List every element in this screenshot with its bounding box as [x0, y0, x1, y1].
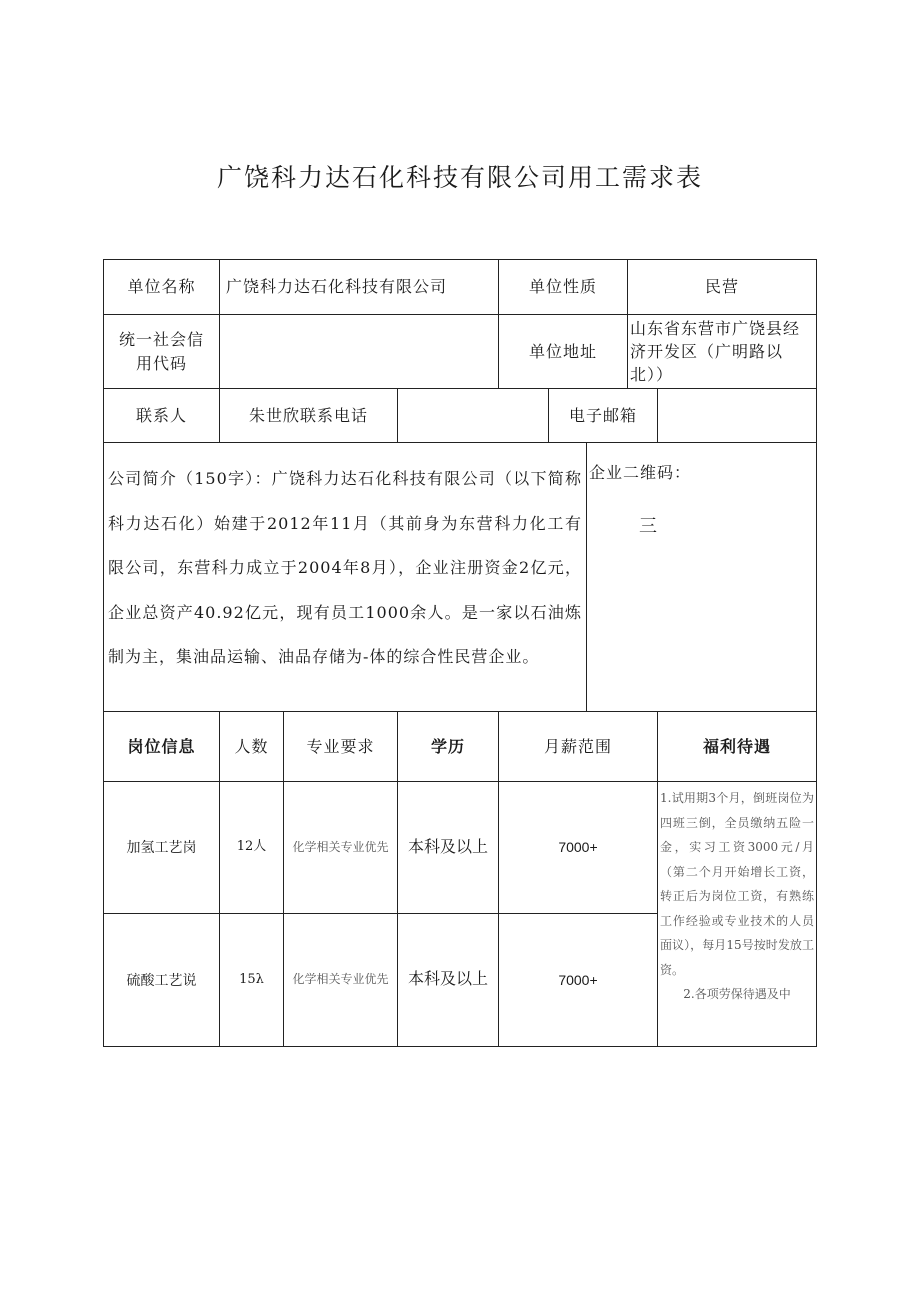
contact-value: 朱世欣联系电话: [219, 388, 398, 443]
job-1-education: 本科及以上: [397, 781, 499, 914]
unit-nature-value: 民营: [627, 259, 817, 315]
header-benefits: 福利待遇: [657, 711, 817, 782]
email-label: 电子邮箱: [548, 388, 658, 443]
unit-name-label: 单位名称: [103, 259, 220, 315]
unit-nature-label: 单位性质: [498, 259, 628, 315]
job-1-count: 12人: [219, 781, 284, 914]
email-value: [657, 388, 817, 443]
company-intro: 公司简介（150字）：广饶科力达石化科技有限公司（以下简称科力达石化）始建于2012年11月（其前身为东营科力化工有限公司，东营科力成立于2004年8月），企业注册资金2亿元，企业总资产40.92亿元，现有员工1000余人。是一家以石油炼制为主，集油品运输、油品存储为-体的综合性民营企业。: [103, 442, 587, 712]
page-title: 广饶科力达石化科技有限公司用工需求表: [216, 163, 703, 192]
qr-glyph: 三: [639, 516, 658, 538]
job-2-education: 本科及以上: [397, 913, 499, 1047]
address-value: 山东省东营市广饶县经济开发区（广明路以北））: [627, 314, 817, 389]
header-education: 学历: [397, 711, 499, 782]
unit-name-value: 广饶科力达石化科技有限公司: [219, 259, 499, 315]
phone-value: [397, 388, 549, 443]
address-label: 单位地址: [498, 314, 628, 389]
header-salary: 月薪范围: [498, 711, 658, 782]
job-2-position: 硫酸工艺说: [103, 913, 220, 1047]
job-2-major: 化学相关专业优先: [283, 913, 398, 1047]
job-1-major: 化学相关专业优先: [283, 781, 398, 914]
header-count: 人数: [219, 711, 284, 782]
header-major: 专业要求: [283, 711, 398, 782]
credit-code-value: [219, 314, 499, 389]
benefit-item-2: 2.各项劳保待遇及中: [683, 987, 791, 1001]
job-1-salary: 7000+: [498, 781, 658, 914]
job-2-count: 15λ: [219, 913, 284, 1047]
qr-label: 企业二维码：: [589, 463, 692, 482]
job-1-position: 加氢工艺岗: [103, 781, 220, 914]
benefits-cell: [657, 781, 817, 1047]
header-position: 岗位信息: [103, 711, 220, 782]
contact-label: 联系人: [103, 388, 220, 443]
credit-code-label: 统一社会信用代码: [103, 314, 220, 389]
job-2-salary: 7000+: [498, 913, 658, 1047]
qr-code-area: [586, 442, 817, 712]
benefit-item-1: 1.试用期3个月，倒班岗位为四班三倒，全员缴纳五险一金，实习工资3000元/月（第二个月开始增长工资，转正后为岗位工资，有熟练工作经验或专业技术的人员面议），每月15号按时发放工资。: [660, 791, 814, 977]
